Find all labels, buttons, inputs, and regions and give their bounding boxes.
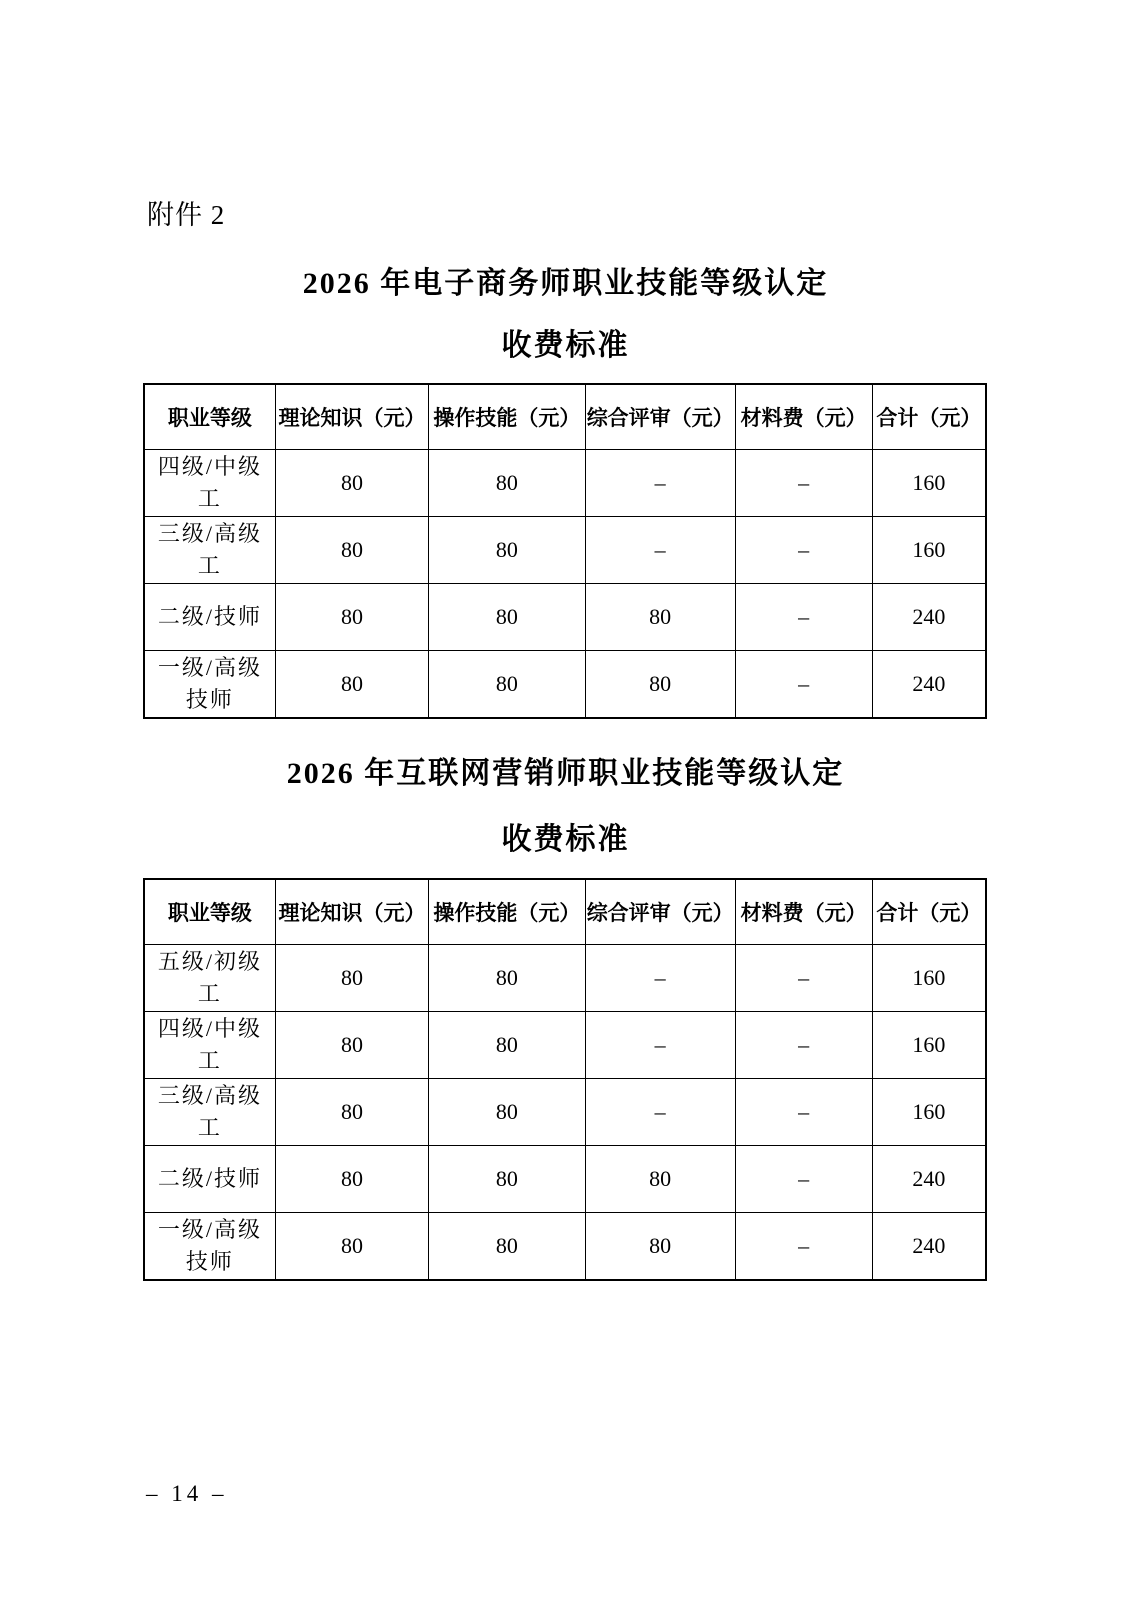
table-cell: 80 — [429, 945, 586, 1012]
table-cell: 240 — [872, 1146, 986, 1213]
table-cell: 80 — [429, 1079, 586, 1146]
table-cell: 80 — [275, 945, 428, 1012]
table-cell: – — [735, 450, 872, 517]
table-cell: 240 — [872, 584, 986, 651]
table-row — [144, 584, 986, 651]
column-header-total: 合计（元） — [872, 384, 986, 450]
row-label: 一级/高级技师 — [144, 1213, 275, 1281]
row-label: 三级/高级工 — [144, 1079, 275, 1146]
table-cell: – — [735, 517, 872, 584]
table-row — [144, 450, 986, 517]
column-header-review: 综合评审（元） — [585, 879, 735, 945]
column-header-material: 材料费（元） — [735, 384, 872, 450]
table-cell: 80 — [585, 1213, 735, 1281]
fee-table-internet-marketing — [143, 878, 987, 1281]
row-label: 四级/中级工 — [144, 1012, 275, 1079]
table-cell: – — [735, 1213, 872, 1281]
table-cell: 80 — [275, 517, 428, 584]
attachment-label: 附件 2 — [147, 200, 226, 230]
column-header-theory: 理论知识（元） — [275, 879, 428, 945]
column-header-level: 职业等级 — [144, 879, 275, 945]
table-cell: 80 — [585, 651, 735, 719]
table-cell: 80 — [275, 1146, 428, 1213]
row-label: 三级/高级工 — [144, 517, 275, 584]
table-cell: – — [585, 1079, 735, 1146]
section1-title-line2: 收费标准 — [501, 329, 630, 362]
table-cell: 80 — [429, 584, 586, 651]
table-cell: – — [735, 1079, 872, 1146]
table-cell: 160 — [872, 1079, 986, 1146]
column-header-total: 合计（元） — [872, 879, 986, 945]
table-cell: 80 — [585, 1146, 735, 1213]
section1-title-line1: 2026 年电子商务师职业技能等级认定 — [302, 267, 829, 300]
table-cell: – — [735, 584, 872, 651]
column-header-skill: 操作技能（元） — [429, 879, 586, 945]
table-cell: 80 — [585, 584, 735, 651]
table-header-row — [144, 879, 986, 945]
page-number: – 14 – — [146, 1481, 228, 1506]
table-cell: 240 — [872, 1213, 986, 1281]
table-cell: 80 — [275, 651, 428, 719]
table-row — [144, 1012, 986, 1079]
table-cell: – — [585, 1012, 735, 1079]
column-header-review: 综合评审（元） — [585, 384, 735, 450]
table-cell: – — [735, 651, 872, 719]
row-label: 二级/技师 — [144, 584, 275, 651]
fee-table-ecommerce — [143, 383, 987, 719]
table-cell: 80 — [429, 1012, 586, 1079]
table-cell: 80 — [429, 1213, 586, 1281]
table-cell: 80 — [429, 1146, 586, 1213]
table-cell: 80 — [275, 1079, 428, 1146]
table-cell: 80 — [429, 651, 586, 719]
table-cell: 80 — [429, 517, 586, 584]
table-cell: – — [735, 1146, 872, 1213]
section2-title-line1: 2026 年互联网营销师职业技能等级认定 — [286, 757, 845, 790]
column-header-skill: 操作技能（元） — [429, 384, 586, 450]
row-label: 一级/高级技师 — [144, 651, 275, 719]
row-label: 四级/中级工 — [144, 450, 275, 517]
table-row — [144, 1213, 986, 1281]
column-header-theory: 理论知识（元） — [275, 384, 428, 450]
table-row — [144, 1079, 986, 1146]
table-cell: 80 — [275, 584, 428, 651]
table-cell: 160 — [872, 450, 986, 517]
table-cell: – — [585, 945, 735, 1012]
table-cell: 160 — [872, 945, 986, 1012]
table-cell: – — [735, 945, 872, 1012]
table-cell: 160 — [872, 1012, 986, 1079]
table-row — [144, 651, 986, 719]
table-cell: – — [735, 1012, 872, 1079]
table-row — [144, 517, 986, 584]
table-cell: – — [585, 517, 735, 584]
table-cell: 160 — [872, 517, 986, 584]
table-cell: 80 — [275, 1213, 428, 1281]
table-cell: 80 — [275, 1012, 428, 1079]
row-label: 五级/初级工 — [144, 945, 275, 1012]
table-row — [144, 1146, 986, 1213]
table-header-row — [144, 384, 986, 450]
row-label: 二级/技师 — [144, 1146, 275, 1213]
table-cell: – — [585, 450, 735, 517]
table-row — [144, 945, 986, 1012]
column-header-material: 材料费（元） — [735, 879, 872, 945]
table-cell: 240 — [872, 651, 986, 719]
table-cell: 80 — [275, 450, 428, 517]
column-header-level: 职业等级 — [144, 384, 275, 450]
table-cell: 80 — [429, 450, 586, 517]
section2-title-line2: 收费标准 — [501, 823, 630, 856]
